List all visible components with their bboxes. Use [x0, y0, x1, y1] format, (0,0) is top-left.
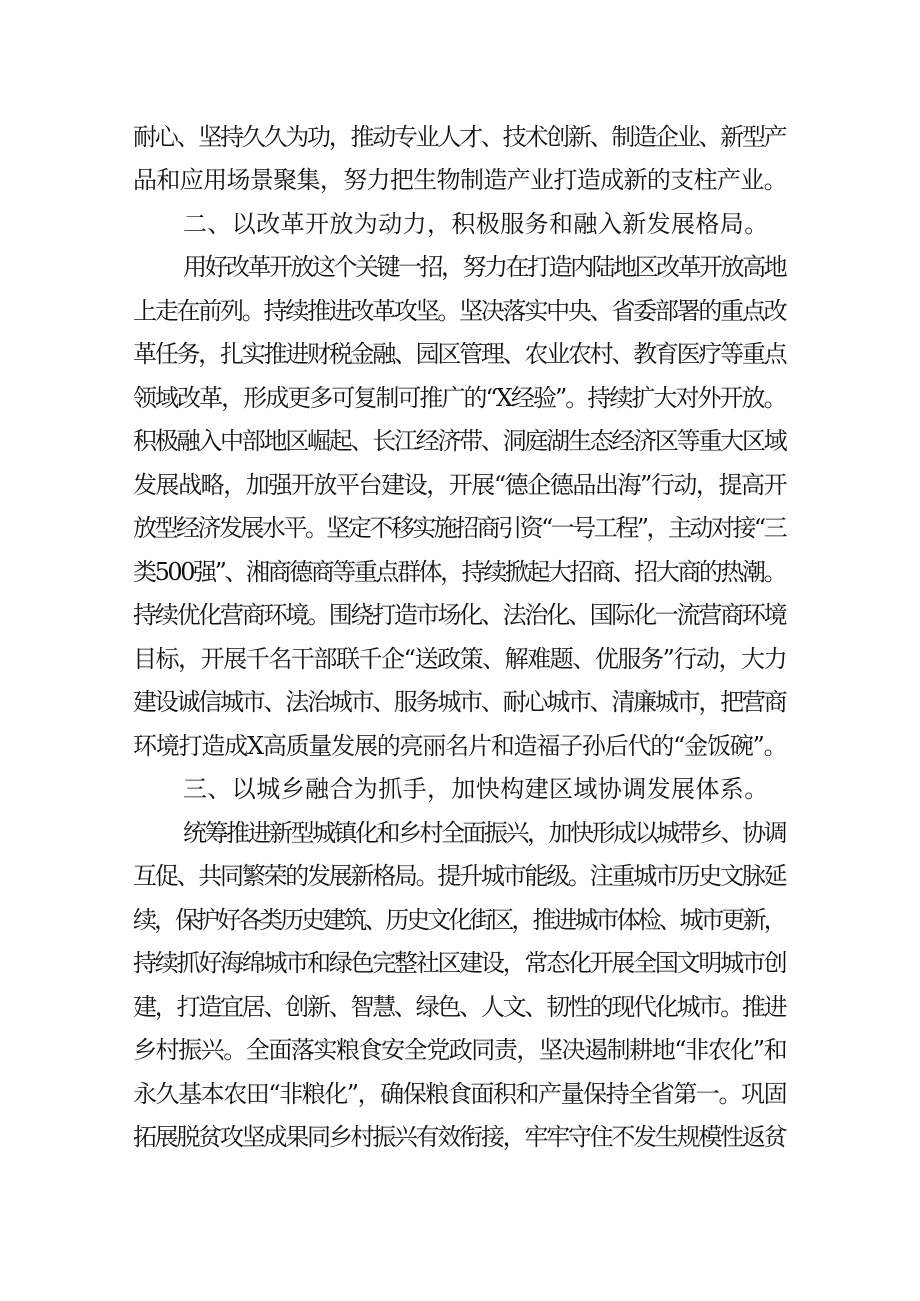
text-line: [0, 947, 920, 979]
line-text: 品和应用场景聚集，努力把生物制造产业打造成新的支柱产业。: [133, 166, 787, 194]
line-text: 持续优化营商环境。围绕打造市场化、法治化、国际化一流营商环境: [133, 601, 786, 629]
text-line: [0, 512, 920, 544]
line-text: 持续抓好海绵城市和绿色完整社区建设，常态化开展全国文明城市创: [133, 949, 786, 977]
line-text: 类500强”、湘商德商等重点群体，持续掀起大招商、招大商的热潮。: [133, 558, 786, 586]
line-text: 上走在前列。持续推进改革攻坚。坚决落实中央、省委部署的重点改: [133, 297, 786, 325]
line-text: 乡村振兴。全面落实粮食安全党政同责，坚决遏制耕地“非农化”和: [133, 1036, 787, 1064]
line-text: 永久基本农田“非粮化”，确保粮食面积和产量保持全省第一。巩固: [133, 1080, 787, 1108]
line-text: 建设诚信城市、法治城市、服务城市、耐心城市、清廉城市，把营商: [133, 688, 786, 716]
text-line: [0, 1034, 920, 1066]
line-text: 领域改革，形成更多可复制可推广的“X经验”。持续扩大对外开放。: [133, 384, 786, 412]
text-line: [0, 382, 920, 414]
line-text: 放型经济发展水平。坚定不移实施招商引资“一号工程”，主动对接“三: [133, 514, 786, 542]
text-line: [0, 251, 920, 283]
text-line: [0, 991, 920, 1023]
text-line: [0, 817, 920, 849]
text-line: [0, 121, 920, 153]
text-line: [0, 730, 920, 762]
text-line: [0, 1078, 920, 1110]
line-text: 互促、共同繁荣的发展新格局。提升城市能级。注重城市历史文脉延: [133, 862, 786, 890]
line-text: 三、以城乡融合为抓手，加快构建区域协调发展体系。: [183, 775, 769, 803]
section-heading-3: [0, 773, 920, 805]
line-text: 二、以改革开放为动力，积极服务和融入新发展格局。: [183, 210, 769, 238]
line-text: 耐心、坚持久久为功，推动专业人才、技术创新、制造企业、新型产: [133, 123, 786, 151]
text-line: [0, 860, 920, 892]
line-text: 建，打造宜居、创新、智慧、绿色、人文、韧性的现代化城市。推进: [133, 993, 786, 1021]
text-line: [0, 1121, 920, 1153]
line-text: 环境打造成X高质量发展的亮丽名片和造福子孙后代的“金饭碗”。: [133, 732, 787, 760]
line-text: 统筹推进新型城镇化和乡村全面振兴，加快形成以城带乡、协调: [183, 819, 786, 847]
text-line: [0, 295, 920, 327]
text-line: [0, 164, 920, 196]
section-heading-2: [0, 208, 920, 240]
text-line: [0, 469, 920, 501]
line-text: 续，保护好各类历史建筑、历史文化街区，推进城市体检、城市更新，: [133, 906, 785, 934]
line-text: 拓展脱贫攻坚成果同乡村振兴有效衔接，牢牢守住不发生规模性返贫: [133, 1123, 786, 1151]
line-text: 革任务，扎实推进财税金融、园区管理、农业农村、教育医疗等重点: [133, 340, 786, 368]
text-line: [0, 686, 920, 718]
text-line: [0, 556, 920, 588]
line-text: 用好改革开放这个关键一招，努力在打造内陆地区改革开放高地: [183, 253, 786, 281]
line-text: 积极融入中部地区崛起、长江经济带、洞庭湖生态经济区等重大区域: [133, 427, 786, 455]
text-line: [0, 599, 920, 631]
text-line: [0, 643, 920, 675]
line-text: 目标，开展千名干部联千企“送政策、解难题、优服务”行动，大力: [133, 645, 787, 673]
text-line: [0, 904, 920, 936]
text-line: [0, 338, 920, 370]
line-text: 发展战略，加强开放平台建设，开展“德企德品出海”行动，提高开: [133, 471, 787, 499]
text-line: [0, 425, 920, 457]
